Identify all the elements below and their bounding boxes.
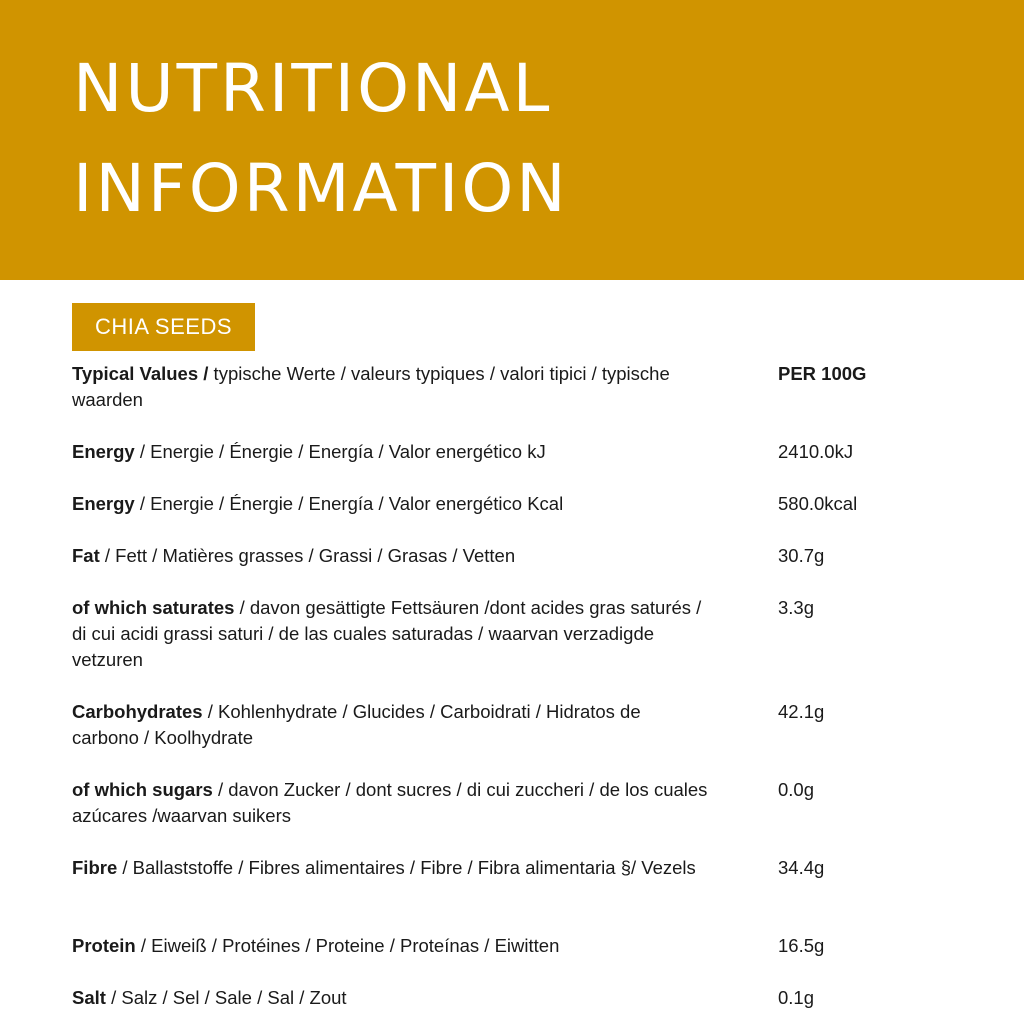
row-label <box>72 595 712 673</box>
row-value: 2410.0kJ <box>778 441 854 462</box>
row-label <box>72 543 712 569</box>
row-label <box>72 855 712 881</box>
row-label-rest: / davon gesättigte Fettsäuren /dont acides gras saturés / di cui acidi grassi saturi / de las cuales saturadas / waarvan verzadigde vetzuren <box>72 597 702 670</box>
product-badge: CHIA SEEDS <box>72 303 255 351</box>
row-label-rest: / Energie / Énergie / Energía / Valor energético kJ <box>134 441 546 462</box>
row-value: 580.0kcal <box>778 493 858 514</box>
row-label-rest: / Salz / Sel / Sale / Sal / Zout <box>105 987 347 1008</box>
row-label-rest: / Eiweiß / Protéines / Proteine / Proteínas / Eiwitten <box>135 935 560 956</box>
row-label <box>72 985 712 1011</box>
row-value: PER 100G <box>778 363 867 384</box>
row-value: 3.3g <box>778 597 815 618</box>
row-label <box>72 699 712 751</box>
row-label-rest: typische Werte / valeurs typiques / valori tipici / typische waarden <box>72 363 670 410</box>
row-value: 0.1g <box>778 987 815 1008</box>
row-label-bold: of which saturates <box>72 597 235 618</box>
row-value: 16.5g <box>778 935 825 956</box>
row-label-bold: Carbohydrates <box>72 701 203 722</box>
row-value: 0.0g <box>778 779 815 800</box>
row-label-bold: Protein <box>72 935 136 956</box>
row-label-bold: Energy <box>72 493 135 514</box>
row-label-rest: / Ballaststoffe / Fibres alimentaires / Fibre / Fibra alimentaria §/ Vezels <box>117 857 696 878</box>
row-label <box>72 439 712 465</box>
row-label-rest: / Fett / Matières grasses / Grassi / Grasas / Vetten <box>99 545 516 566</box>
row-value: 42.1g <box>778 701 825 722</box>
header-banner <box>0 0 1024 280</box>
page-title-line-2: INFORMATION <box>73 150 569 227</box>
row-label-bold: Fat <box>72 545 100 566</box>
row-label <box>72 933 712 959</box>
row-label-bold: Energy <box>72 441 135 462</box>
row-value: 30.7g <box>778 545 825 566</box>
row-label-rest: / Kohlenhydrate / Glucides / Carboidrati / Hidratos de carbono / Koolhydrate <box>72 701 641 748</box>
page-title-line-1: NUTRITIONAL <box>73 50 553 127</box>
row-label-rest: / davon Zucker / dont sucres / di cui zuccheri / de los cuales azúcares /waarvan suikers <box>72 779 708 826</box>
row-label <box>72 777 712 829</box>
row-value: 34.4g <box>778 857 825 878</box>
row-label-bold: Typical Values / <box>72 363 209 384</box>
row-label-bold: of which sugars <box>72 779 213 800</box>
row-label <box>72 361 712 413</box>
row-label-bold: Salt <box>72 987 106 1008</box>
row-label-rest: / Energie / Énergie / Energía / Valor energético Kcal <box>134 493 564 514</box>
row-label <box>72 491 712 517</box>
row-label-bold: Fibre <box>72 857 118 878</box>
